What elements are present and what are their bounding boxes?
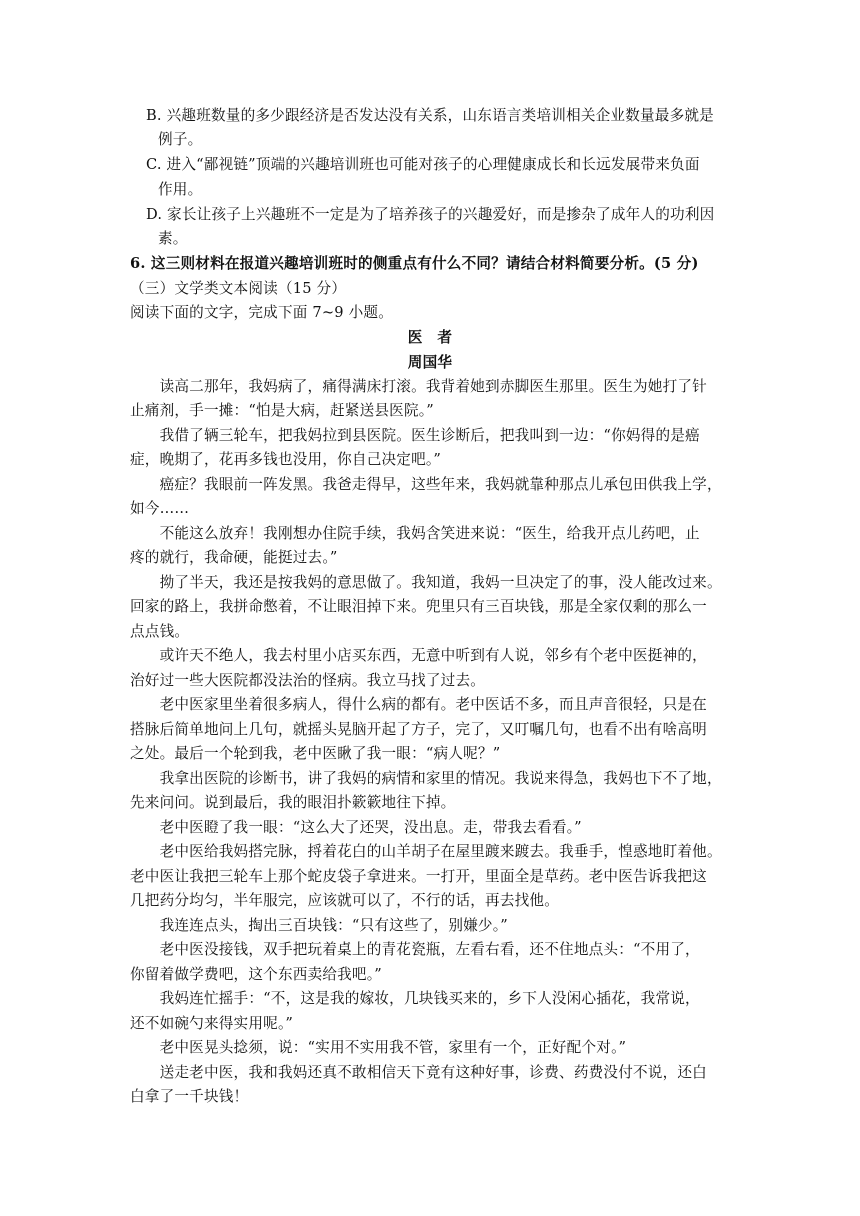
article-line: 回家的路上，我拼命憋着，不让眼泪掉下来。兜里只有三百块钱，那是全家仅剩的那么一 (130, 598, 707, 615)
article-line: 送走老中医，我和我妈还真不敢相信天下竟有这种好事，诊费、药费没付不说，还白 (130, 1064, 707, 1081)
article-line: 拗了半天，我还是按我妈的意思做了。我知道，我妈一旦决定了的事，没人能改过来。 (130, 574, 722, 591)
article-line: 还不如碗勺来得实用呢。” (130, 1015, 294, 1032)
article-line: 我借了辆三轮车，把我妈拉到县医院。医生诊断后，把我叫到一边：“你妈得的是癌 (130, 427, 700, 444)
article-line: 治好过一些大医院都没法治的怪病。我立马找了过去。 (130, 672, 486, 689)
article-line: 白拿了一千块钱！ (130, 1088, 249, 1105)
article-line: 如今…… (130, 500, 190, 517)
article-author: 周国华 (407, 354, 453, 371)
option-b-line-2: 例子。 (158, 131, 203, 148)
option-d-line-2: 素。 (158, 230, 188, 247)
article-line: 之处。最后一个轮到我，老中医瞅了我一眼：“病人呢？” (130, 745, 501, 762)
option-c-line-2: 作用。 (158, 181, 203, 198)
article-line: 先来问问。说到最后，我的眼泪扑簌簌地往下掉。 (130, 794, 456, 811)
article-title: 医 者 (407, 329, 453, 346)
article-line: 疼的就行，我命硬，能挺过去。” (130, 549, 338, 566)
section-heading: （三）文学类文本阅读（15 分） (130, 280, 347, 297)
article-line: 读高二那年，我妈病了，痛得满床打滚。我背着她到赤脚医生那里。医生为她打了针 (130, 378, 707, 395)
article-line: 我拿出医院的诊断书，讲了我妈的病情和家里的情况。我说来得急，我妈也下不了地， (130, 770, 722, 787)
article-line: 症，晚期了，花再多钱也没用，你自己决定吧。” (130, 451, 442, 468)
article-line: 老中医给我妈搭完脉，捋着花白的山羊胡子在屋里踱来踱去。我垂手，惶惑地盯着他。 (130, 843, 722, 860)
reading-instruction: 阅读下面的文字，完成下面 7~9 小题。 (130, 304, 393, 321)
article-line: 止痛剂，手一摊：“怕是大病，赶紧送县医院。” (130, 402, 434, 419)
article-line: 老中医家里坐着很多病人，得什么病的都有。老中医话不多，而且声音很轻，只是在 (130, 696, 707, 713)
article-line: 搭脉后简单地问上几句，就摇头晃脑开起了方子，完了，又叮嘱几句，也看不出有啥高明 (130, 721, 707, 738)
option-d-line-1: D. 家长让孩子上兴趣班不一定是为了培养孩子的兴趣爱好，而是掺杂了成年人的功利因 (146, 206, 715, 223)
article-line: 你留着做学费吧，这个东西卖给我吧。” (130, 966, 382, 983)
article-line: 点点钱。 (130, 623, 190, 640)
article-line: 癌症？我眼前一阵发黑。我爸走得早，这些年来，我妈就靠种那点儿承包田供我上学， (130, 476, 722, 493)
article-line: 老中医瞪了我一眼：“这么大了还哭，没出息。走，带我去看看。” (130, 819, 582, 836)
option-c-line-1: C. 进入“鄙视链”顶端的兴趣培训班也可能对孩子的心理健康成长和长远发展带来负面 (146, 156, 700, 173)
article-line: 老中医让我把三轮车上那个蛇皮袋子拿进来。一打开，里面全是草药。老中医告诉我把这 (130, 868, 707, 885)
article-line: 老中医晃头捻须，说：“实用不实用我不管，家里有一个，正好配个对。” (130, 1039, 627, 1056)
article-line: 或许天不绝人，我去村里小店买东西，无意中听到有人说，邻乡有个老中医挺神的， (130, 647, 707, 664)
article-line: 几把药分均匀，半年服完，应该就可以了，不行的话，再去找他。 (130, 892, 560, 909)
article-line: 老中医没接钱，双手把玩着桌上的青花瓷瓶，左看右看，还不住地点头：“不用了， (130, 941, 700, 958)
option-b-line-1: B. 兴趣班数量的多少跟经济是否发达没有关系，山东语言类培训相关企业数量最多就是 (146, 107, 714, 124)
article-line: 不能这么放弃！我刚想办住院手续，我妈含笑进来说：“医生，给我开点儿药吧，止 (130, 525, 700, 542)
article-line: 我妈连忙摇手：“不，这是我的嫁妆，几块钱买来的，乡下人没闲心插花，我常说， (130, 990, 700, 1007)
article-line: 我连连点头，掏出三百块钱：“只有这些了，别嫌少。” (130, 917, 508, 934)
question-6: 6. 这三则材料在报道兴趣培训班时的侧重点有什么不同？请结合材料简要分析。(5 分) (130, 255, 699, 272)
